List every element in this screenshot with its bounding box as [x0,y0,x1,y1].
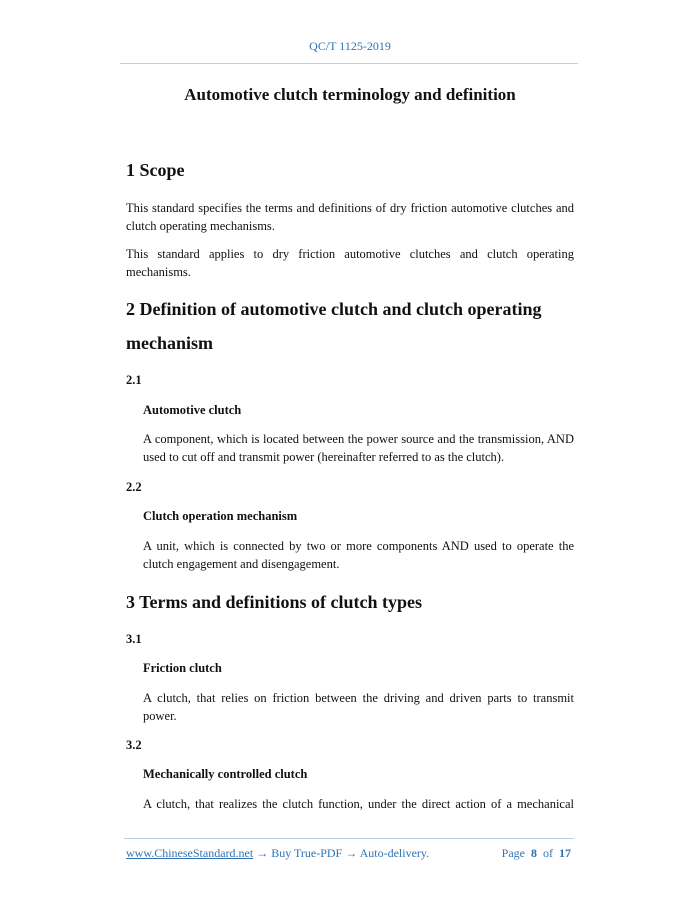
arrow-right-icon: → [345,846,358,860]
scope-paragraph-1: This standard specifies the terms and definitions of dry friction automotive clutches and clutch operating mechanisms. [126,201,574,233]
website-link[interactable]: www.ChineseStandard.net [126,846,254,860]
definition: A unit, which is connected by two or more components AND used to operate the clutch engagement and disengagement. [143,539,574,571]
term: Automotive clutch [143,403,242,417]
clause-number: 3.1 [126,632,142,646]
page-label: Page [501,846,525,860]
clause-number: 3.2 [126,738,142,752]
of-label: of [543,846,553,860]
term: Clutch operation mechanism [143,509,298,523]
definition: A component, which is located between the power source and the transmission, AND used to cut off and transmit power (hereinafter referred to as the clutch). [143,432,574,464]
section-2-heading-line1: 2 Definition of automotive clutch and clutch operating [126,299,542,319]
document-title: Automotive clutch terminology and definition [184,85,516,104]
term: Friction clutch [143,661,222,675]
buy-text: Buy True-PDF [271,846,343,860]
page-indicator [502,846,571,861]
delivery-text: Auto-delivery. [359,846,430,860]
total-pages: 17 [559,846,571,860]
scope-paragraph-2: This standard applies to dry friction automotive clutches and clutch operating mechanisms. [126,247,574,279]
clause-number: 2.2 [126,480,142,494]
arrow-right-icon: → [256,846,269,860]
header-divider [120,63,578,64]
header-doc-code: QC/T 1125-2019 [309,39,391,53]
current-page: 8 [531,846,537,860]
footer-promo [126,846,429,861]
footer-divider [124,838,574,839]
section-3-heading: 3 Terms and definitions of clutch types [126,592,423,612]
section-1-heading: 1 Scope [126,160,185,180]
term: Mechanically controlled clutch [143,767,308,781]
definition: A clutch, that realizes the clutch function, under the direct action of a mechanical [143,797,574,811]
clause-number: 2.1 [126,373,142,387]
section-2-heading-line2: mechanism [126,333,213,353]
definition: A clutch, that relies on friction between the driving and driven parts to transmit power. [143,691,574,723]
